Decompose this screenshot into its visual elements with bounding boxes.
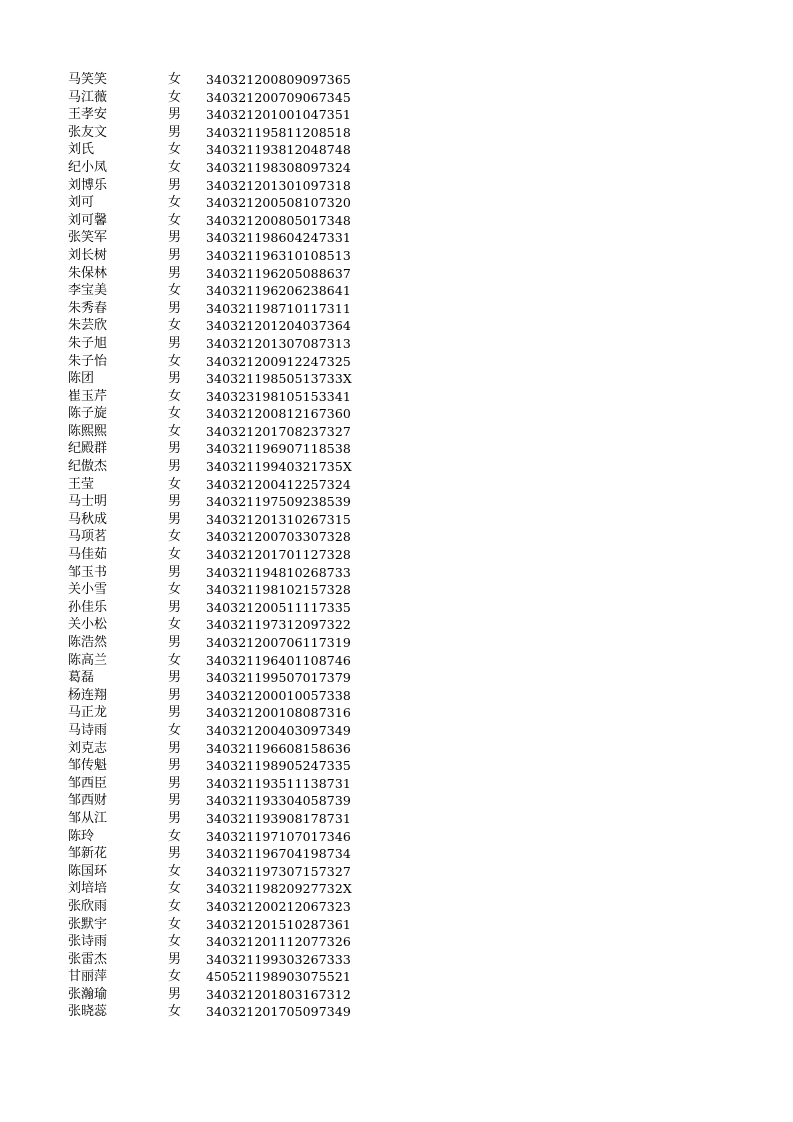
table-row xyxy=(0,898,793,916)
gender-cell: 女 xyxy=(168,406,182,422)
id-number-cell: 340321200212067323 xyxy=(206,898,351,914)
gender-cell: 女 xyxy=(168,898,182,914)
table-body xyxy=(0,71,793,1021)
id-number-cell: 340321193304058739 xyxy=(206,793,351,809)
id-number-cell: 340321199303267333 xyxy=(206,951,351,967)
gender-cell: 女 xyxy=(168,159,182,175)
name-cell: 陈团 xyxy=(68,371,95,387)
table-row xyxy=(0,916,793,934)
gender-cell: 男 xyxy=(168,441,182,457)
gender-cell: 女 xyxy=(168,72,182,87)
name-cell: 刘氏 xyxy=(68,142,95,158)
id-number-cell: 450521198903075521 xyxy=(206,969,351,985)
gender-cell: 男 xyxy=(168,846,182,862)
name-cell: 孙佳乐 xyxy=(68,599,108,615)
name-cell: 陈子旋 xyxy=(68,406,108,422)
id-number-cell: 340321200706117319 xyxy=(206,635,351,650)
name-cell: 马诗雨 xyxy=(68,722,108,738)
id-number-cell: 340321196310108513 xyxy=(206,247,351,263)
gender-cell: 女 xyxy=(168,916,182,932)
table-row xyxy=(0,511,793,529)
id-number-cell: 34032119940321735X xyxy=(206,459,352,475)
id-number-cell: 340321200108087316 xyxy=(206,705,351,721)
name-cell: 杨连翔 xyxy=(68,687,108,703)
gender-cell: 女 xyxy=(168,318,182,334)
id-number-cell: 340321198308097324 xyxy=(206,159,351,175)
id-number-cell: 340321197107017346 xyxy=(206,828,351,844)
gender-cell: 女 xyxy=(168,652,182,668)
gender-cell: 男 xyxy=(168,177,182,193)
table-row xyxy=(0,564,793,582)
name-cell: 葛磊 xyxy=(68,670,95,686)
table-row xyxy=(0,317,793,335)
gender-cell: 男 xyxy=(168,705,182,721)
id-number-cell: 340321201307087313 xyxy=(206,335,351,351)
name-cell: 纪小凤 xyxy=(68,159,108,175)
gender-cell: 男 xyxy=(168,635,182,650)
name-cell: 陈熙熙 xyxy=(68,423,108,439)
name-cell: 陈浩然 xyxy=(68,635,108,650)
table-row xyxy=(0,177,793,195)
name-cell: 甘丽萍 xyxy=(68,969,108,985)
table-row xyxy=(0,528,793,546)
name-cell: 邹西财 xyxy=(68,793,108,809)
gender-cell: 男 xyxy=(168,247,182,263)
id-number-cell: 340321194810268733 xyxy=(206,564,351,580)
table-row xyxy=(0,722,793,740)
id-number-cell: 340321198604247331 xyxy=(206,230,351,246)
table-row xyxy=(0,71,793,89)
id-number-cell: 340321201701127328 xyxy=(206,547,351,563)
id-number-cell: 340321200812167360 xyxy=(206,406,351,422)
table-row xyxy=(0,106,793,124)
id-number-cell: 340321200809097365 xyxy=(206,72,351,87)
gender-cell: 女 xyxy=(168,529,182,545)
id-number-cell: 34032119820927732X xyxy=(206,881,352,897)
gender-cell: 女 xyxy=(168,283,182,299)
name-cell: 朱子旭 xyxy=(68,335,108,351)
table-row xyxy=(0,704,793,722)
gender-cell: 男 xyxy=(168,300,182,316)
id-number-cell: 340321198710117311 xyxy=(206,300,351,316)
id-number-cell: 340321196704198734 xyxy=(206,846,351,862)
name-cell: 邹玉书 xyxy=(68,564,108,580)
table-row xyxy=(0,845,793,863)
gender-cell: 女 xyxy=(168,828,182,844)
gender-cell: 女 xyxy=(168,195,182,211)
id-number-cell: 340321201708237327 xyxy=(206,423,351,439)
table-row xyxy=(0,810,793,828)
id-number-cell: 340321200709067345 xyxy=(206,89,351,105)
id-number-cell: 340321201510287361 xyxy=(206,916,351,932)
id-number-cell: 340321196401108746 xyxy=(206,652,351,668)
name-cell: 马秋成 xyxy=(68,511,108,527)
table-row xyxy=(0,370,793,388)
id-number-cell: 340321201705097349 xyxy=(206,1004,351,1020)
table-row xyxy=(0,1003,793,1021)
table-row xyxy=(0,353,793,371)
id-number-cell: 340321197312097322 xyxy=(206,617,351,633)
gender-cell: 女 xyxy=(168,617,182,633)
name-cell: 刘可 xyxy=(68,195,95,211)
gender-cell: 男 xyxy=(168,599,182,615)
id-number-cell: 340321193812048748 xyxy=(206,142,351,158)
id-number-cell: 34032119850513733X xyxy=(206,371,352,387)
name-cell: 朱保林 xyxy=(68,265,108,281)
name-cell: 马士明 xyxy=(68,494,108,510)
gender-cell: 男 xyxy=(168,230,182,246)
id-number-cell: 340321200010057338 xyxy=(206,687,351,703)
id-number-cell: 340321201001047351 xyxy=(206,107,351,123)
name-cell: 刘培培 xyxy=(68,881,108,897)
name-cell: 朱秀春 xyxy=(68,300,108,316)
id-number-cell: 340321193908178731 xyxy=(206,810,351,826)
name-cell: 马正龙 xyxy=(68,705,108,721)
name-cell: 关小雪 xyxy=(68,582,108,598)
table-row xyxy=(0,124,793,142)
gender-cell: 女 xyxy=(168,1004,182,1020)
id-number-cell: 340321197509238539 xyxy=(206,494,351,510)
name-cell: 邹从江 xyxy=(68,810,108,826)
gender-cell: 男 xyxy=(168,670,182,686)
name-cell: 邹传魁 xyxy=(68,758,108,774)
name-cell: 马笑笑 xyxy=(68,72,108,87)
gender-cell: 女 xyxy=(168,353,182,369)
table-row xyxy=(0,335,793,353)
gender-cell: 男 xyxy=(168,740,182,756)
id-number-cell: 340321199507017379 xyxy=(206,670,351,686)
id-number-cell: 340321195811208518 xyxy=(206,124,351,140)
id-number-cell: 340321201803167312 xyxy=(206,986,351,1002)
gender-cell: 男 xyxy=(168,494,182,510)
name-cell: 王孝安 xyxy=(68,107,108,123)
table-row xyxy=(0,194,793,212)
name-cell: 刘博乐 xyxy=(68,177,108,193)
id-number-cell: 340321201310267315 xyxy=(206,511,351,527)
person-table xyxy=(0,71,793,1021)
id-number-cell: 340321196206238641 xyxy=(206,283,351,299)
id-number-cell: 340321200508107320 xyxy=(206,195,351,211)
id-number-cell: 340321196907118538 xyxy=(206,441,351,457)
gender-cell: 女 xyxy=(168,89,182,105)
gender-cell: 男 xyxy=(168,335,182,351)
table-row xyxy=(0,458,793,476)
gender-cell: 男 xyxy=(168,687,182,703)
table-row xyxy=(0,634,793,652)
table-row xyxy=(0,828,793,846)
name-cell: 张欣雨 xyxy=(68,898,108,914)
gender-cell: 女 xyxy=(168,722,182,738)
gender-cell: 女 xyxy=(168,423,182,439)
table-row xyxy=(0,493,793,511)
id-number-cell: 340321200703307328 xyxy=(206,529,351,545)
name-cell: 陈高兰 xyxy=(68,652,108,668)
name-cell: 纪殿群 xyxy=(68,441,108,457)
name-cell: 邹西臣 xyxy=(68,775,108,791)
id-number-cell: 340321193511138731 xyxy=(206,775,351,791)
id-number-cell: 340321196608158636 xyxy=(206,740,351,756)
id-number-cell: 340321196205088637 xyxy=(206,265,351,281)
table-row xyxy=(0,141,793,159)
gender-cell: 女 xyxy=(168,476,182,492)
gender-cell: 男 xyxy=(168,371,182,387)
gender-cell: 男 xyxy=(168,986,182,1002)
gender-cell: 女 xyxy=(168,969,182,985)
table-row xyxy=(0,616,793,634)
table-row xyxy=(0,405,793,423)
name-cell: 王莹 xyxy=(68,476,95,492)
table-row xyxy=(0,863,793,881)
table-row xyxy=(0,687,793,705)
gender-cell: 男 xyxy=(168,459,182,475)
gender-cell: 女 xyxy=(168,388,182,404)
id-number-cell: 340321200805017348 xyxy=(206,212,351,228)
name-cell: 崔玉芹 xyxy=(68,388,108,404)
name-cell: 刘可馨 xyxy=(68,212,108,228)
name-cell: 李宝美 xyxy=(68,283,108,299)
id-number-cell: 340321200912247325 xyxy=(206,353,351,369)
table-row xyxy=(0,212,793,230)
gender-cell: 女 xyxy=(168,582,182,598)
table-row xyxy=(0,986,793,1004)
table-row xyxy=(0,581,793,599)
table-row xyxy=(0,599,793,617)
name-cell: 张雷杰 xyxy=(68,951,108,967)
gender-cell: 女 xyxy=(168,547,182,563)
name-cell: 朱子怡 xyxy=(68,353,108,369)
gender-cell: 男 xyxy=(168,511,182,527)
name-cell: 张笑军 xyxy=(68,230,108,246)
gender-cell: 男 xyxy=(168,124,182,140)
table-row xyxy=(0,546,793,564)
table-row xyxy=(0,792,793,810)
table-row xyxy=(0,740,793,758)
name-cell: 张默宇 xyxy=(68,916,108,932)
name-cell: 关小松 xyxy=(68,617,108,633)
id-number-cell: 340321200412257324 xyxy=(206,476,351,492)
name-cell: 朱芸欣 xyxy=(68,318,108,334)
name-cell: 张友文 xyxy=(68,124,108,140)
id-number-cell: 340321200511117335 xyxy=(206,599,351,615)
name-cell: 纪傲杰 xyxy=(68,459,108,475)
id-number-cell: 340321201301097318 xyxy=(206,177,351,193)
gender-cell: 女 xyxy=(168,934,182,950)
name-cell: 陈玲 xyxy=(68,828,95,844)
table-row xyxy=(0,652,793,670)
id-number-cell: 340321197307157327 xyxy=(206,863,351,879)
table-row xyxy=(0,247,793,265)
gender-cell: 女 xyxy=(168,881,182,897)
table-row xyxy=(0,423,793,441)
name-cell: 刘克志 xyxy=(68,740,108,756)
id-number-cell: 340321198102157328 xyxy=(206,582,351,598)
table-row xyxy=(0,159,793,177)
name-cell: 张瀚瑜 xyxy=(68,986,108,1002)
name-cell: 马项茗 xyxy=(68,529,108,545)
gender-cell: 女 xyxy=(168,142,182,158)
name-cell: 邹新花 xyxy=(68,846,108,862)
gender-cell: 男 xyxy=(168,810,182,826)
gender-cell: 男 xyxy=(168,775,182,791)
table-row xyxy=(0,229,793,247)
id-number-cell: 340321201112077326 xyxy=(206,934,351,950)
table-row xyxy=(0,669,793,687)
table-row xyxy=(0,968,793,986)
table-row xyxy=(0,775,793,793)
table-row xyxy=(0,757,793,775)
table-row xyxy=(0,440,793,458)
table-row xyxy=(0,89,793,107)
gender-cell: 男 xyxy=(168,265,182,281)
id-number-cell: 340323198105153341 xyxy=(206,388,351,404)
table-row xyxy=(0,300,793,318)
name-cell: 张诗雨 xyxy=(68,934,108,950)
id-number-cell: 340321200403097349 xyxy=(206,722,351,738)
table-row xyxy=(0,265,793,283)
gender-cell: 男 xyxy=(168,107,182,123)
name-cell: 马佳茹 xyxy=(68,547,108,563)
table-row xyxy=(0,933,793,951)
table-row xyxy=(0,282,793,300)
gender-cell: 男 xyxy=(168,793,182,809)
table-row xyxy=(0,951,793,969)
table-row xyxy=(0,476,793,494)
id-number-cell: 340321198905247335 xyxy=(206,758,351,774)
gender-cell: 男 xyxy=(168,758,182,774)
name-cell: 陈国环 xyxy=(68,863,108,879)
gender-cell: 女 xyxy=(168,212,182,228)
name-cell: 马江薇 xyxy=(68,89,108,105)
table-row xyxy=(0,388,793,406)
name-cell: 刘长树 xyxy=(68,247,108,263)
table-row xyxy=(0,880,793,898)
gender-cell: 女 xyxy=(168,863,182,879)
id-number-cell: 340321201204037364 xyxy=(206,318,351,334)
name-cell: 张晓蕊 xyxy=(68,1004,108,1020)
gender-cell: 男 xyxy=(168,564,182,580)
gender-cell: 男 xyxy=(168,951,182,967)
